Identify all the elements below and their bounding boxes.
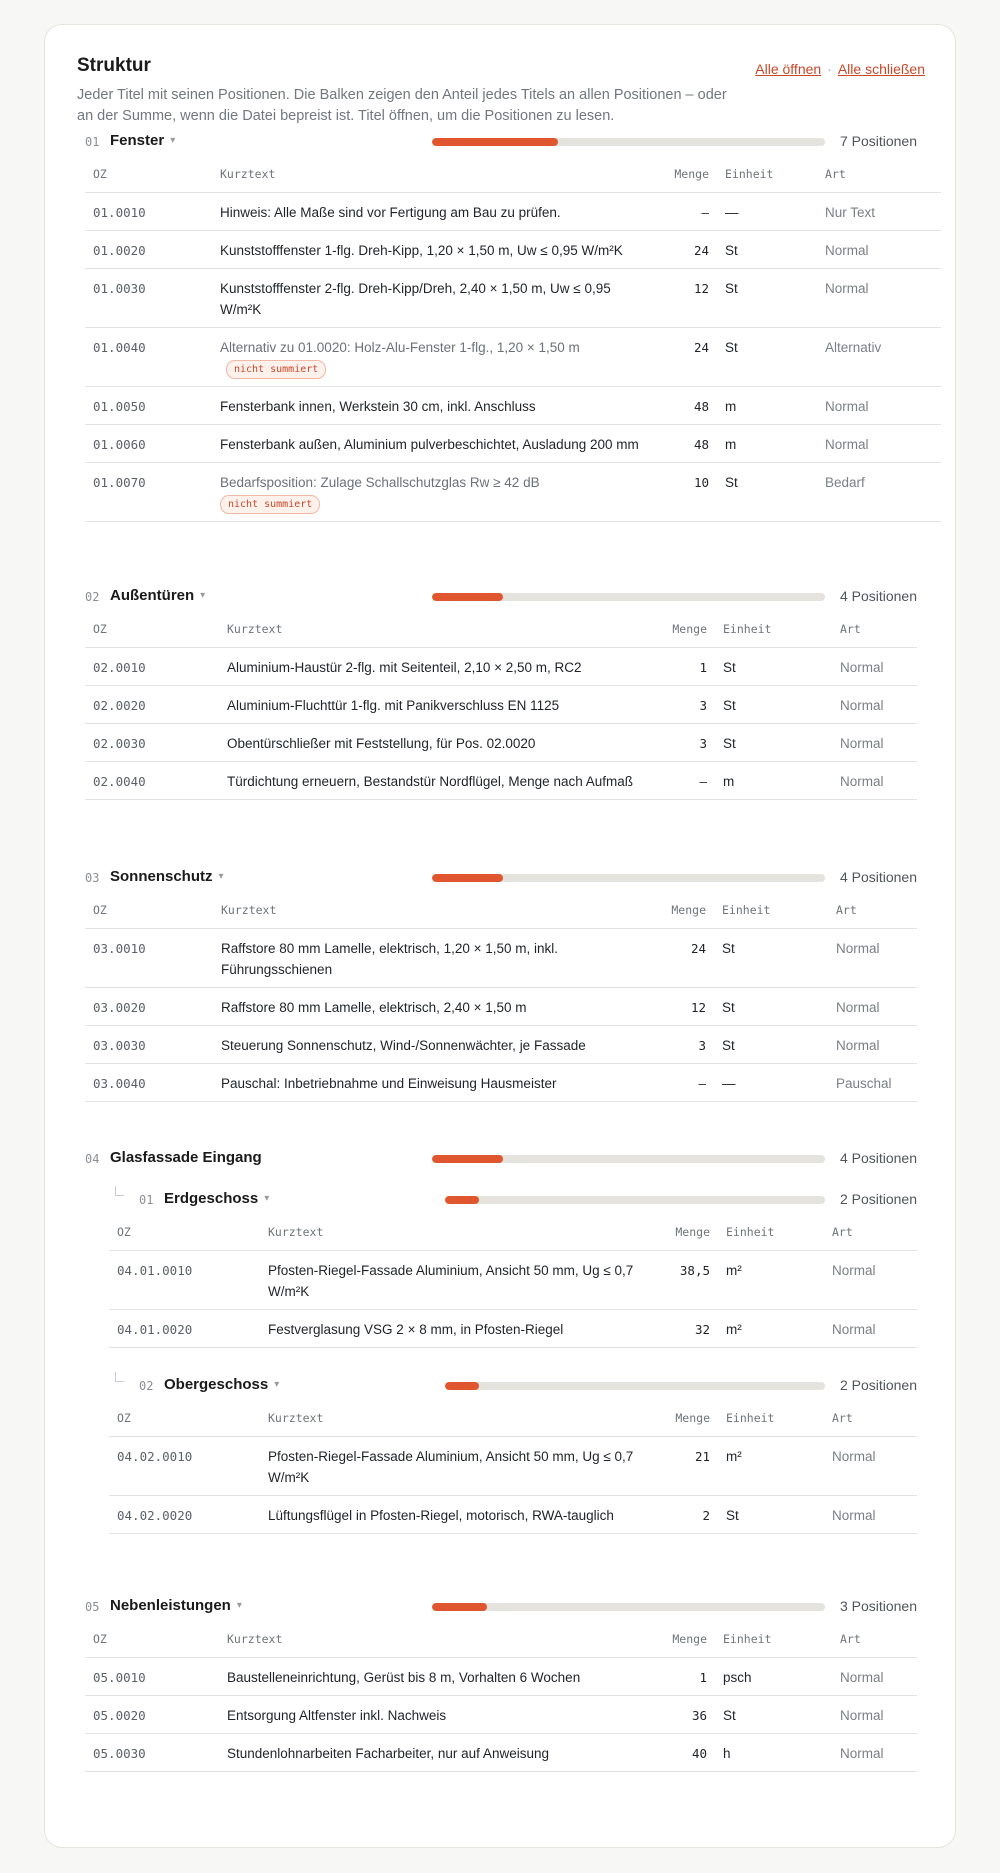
expand-controls	[755, 61, 925, 77]
table-row[interactable]	[85, 1657, 917, 1695]
cell-einheit: St	[715, 1695, 832, 1733]
table-header-row	[85, 1621, 917, 1657]
section-header[interactable]	[85, 862, 917, 892]
cell-menge: 1	[654, 1657, 715, 1695]
cell-oz: 02.0020	[85, 685, 219, 723]
cell-kurztext	[260, 1495, 660, 1533]
share-bar-fill	[432, 593, 503, 601]
cell-oz: 04.01.0010	[109, 1250, 260, 1309]
cell-art: Normal	[832, 761, 917, 799]
cell-einheit: —	[714, 1063, 828, 1101]
column-header-einheit: Einheit	[718, 1400, 824, 1436]
subsection-title[interactable]	[164, 1190, 269, 1207]
table-row[interactable]	[85, 230, 941, 268]
cell-menge: 12	[659, 268, 717, 327]
cell-menge: —	[659, 192, 717, 230]
column-header-menge: Menge	[659, 156, 717, 192]
positions-table	[85, 892, 917, 1102]
cell-art: Normal	[832, 1695, 917, 1733]
cell-einheit: St	[717, 230, 817, 268]
section-04	[85, 1143, 917, 1173]
table-header-row	[85, 892, 917, 928]
table-row[interactable]	[85, 268, 941, 327]
cell-menge: 10	[659, 462, 717, 521]
table-row[interactable]	[85, 685, 917, 723]
column-header-menge: Menge	[656, 892, 714, 928]
table-row[interactable]	[85, 987, 917, 1025]
column-header-menge: Menge	[654, 611, 715, 647]
section-header[interactable]	[85, 1591, 917, 1621]
structure-card	[44, 24, 956, 1848]
section-number: 05	[85, 1600, 100, 1614]
table-row[interactable]	[85, 1695, 917, 1733]
cell-art: Normal	[828, 928, 917, 987]
cell-kurztext	[212, 462, 659, 521]
kurztext-value: Festverglasung VSG 2 × 8 mm, in Pfosten-Riegel	[268, 1321, 564, 1337]
cell-art: Normal	[832, 1657, 917, 1695]
link-separator: ·	[827, 61, 832, 77]
cell-menge: 3	[656, 1025, 714, 1063]
cell-kurztext	[213, 1063, 656, 1101]
cell-oz: 05.0010	[85, 1657, 219, 1695]
position-count: 4 Positionen	[839, 869, 917, 885]
table-header-row	[85, 156, 941, 192]
cell-oz: 01.0060	[85, 424, 212, 462]
table-row[interactable]	[109, 1495, 917, 1533]
cell-art: Normal	[832, 723, 917, 761]
column-header-oz: OZ	[85, 156, 212, 192]
cell-menge: –	[656, 1063, 714, 1101]
cell-kurztext	[260, 1436, 660, 1495]
title-text: Nebenleistungen	[110, 1597, 231, 1614]
cell-kurztext	[219, 685, 654, 723]
table-header-row	[109, 1400, 917, 1436]
share-bar-fill	[432, 1155, 503, 1163]
cell-einheit: St	[717, 327, 817, 386]
cell-einheit: St	[718, 1495, 824, 1533]
cell-kurztext	[219, 761, 654, 799]
column-header-oz: OZ	[85, 611, 219, 647]
page-title: Struktur	[77, 55, 151, 76]
position-count: 4 Positionen	[839, 1150, 917, 1166]
cell-kurztext	[212, 386, 659, 424]
positions-table	[85, 156, 941, 522]
cell-menge: 24	[659, 327, 717, 386]
cell-menge: 38,5	[660, 1250, 718, 1309]
cell-art: Normal	[817, 386, 941, 424]
positions-table	[109, 1214, 917, 1348]
cell-menge: 3	[654, 723, 715, 761]
table-row[interactable]	[85, 1733, 917, 1771]
section-number: 04	[85, 1152, 100, 1166]
section-header[interactable]	[85, 126, 917, 156]
not-summed-badge: nicht summiert	[220, 495, 320, 514]
column-header-kurztext: Kurztext	[212, 156, 659, 192]
table-row[interactable]	[85, 386, 941, 424]
column-header-einheit: Einheit	[718, 1214, 824, 1250]
subsection-04-02	[109, 1370, 917, 1534]
column-header-art: Art	[824, 1400, 917, 1436]
cell-oz: 05.0030	[85, 1733, 219, 1771]
cell-art: Nur Text	[817, 192, 941, 230]
kurztext-value: Kunststofffenster 2-flg. Dreh-Kipp/Dreh, 2,40 × 1,50 m, Uw ≤ 0,95 W/m²K	[220, 280, 611, 317]
table-row[interactable]	[85, 723, 917, 761]
cell-art: Normal	[828, 987, 917, 1025]
page-description: Jeder Titel mit seinen Positionen. Die Balken zeigen den Anteil jedes Titels an allen Positionen – oder an der Summe, wenn die Datei bepreist ist. Titel öffnen, um die Positionen zu lesen.	[77, 87, 727, 124]
positions-table	[85, 1621, 917, 1772]
table-row[interactable]	[85, 647, 917, 685]
share-bar	[432, 1155, 825, 1163]
section-title[interactable]	[110, 1597, 242, 1614]
cell-oz: 03.0020	[85, 987, 213, 1025]
kurztext-value: Entsorgung Altfenster inkl. Nachweis	[227, 1707, 447, 1723]
cell-oz: 02.0040	[85, 761, 219, 799]
kurztext-value: Bedarfsposition: Zulage Schallschutzglas Rw ≥ 42 dB	[220, 474, 540, 490]
column-header-oz: OZ	[109, 1400, 260, 1436]
cell-menge: 21	[660, 1436, 718, 1495]
cell-oz: 03.0040	[85, 1063, 213, 1101]
subsection-04-01	[109, 1184, 917, 1348]
open-all-link[interactable]: Alle öffnen	[755, 61, 822, 77]
cell-oz: 01.0030	[85, 268, 212, 327]
table-header-row	[85, 611, 917, 647]
column-header-menge: Menge	[660, 1214, 718, 1250]
cell-kurztext	[219, 1657, 654, 1695]
title-text: Obergeschoss	[164, 1376, 269, 1393]
cell-art: Normal	[824, 1436, 917, 1495]
kurztext-value: Fensterbank außen, Aluminium pulverbeschichtet, Ausladung 200 mm	[220, 436, 639, 452]
column-header-menge: Menge	[660, 1400, 718, 1436]
section-title[interactable]	[110, 868, 224, 885]
kurztext-value: Hinweis: Alle Maße sind vor Fertigung am Bau zu prüfen.	[220, 204, 561, 220]
title-text: Fenster	[110, 132, 165, 149]
cell-kurztext	[219, 1733, 654, 1771]
tree-branch-line	[115, 1186, 124, 1196]
share-bar-fill	[445, 1196, 479, 1204]
column-header-kurztext: Kurztext	[219, 611, 654, 647]
cell-menge: 12	[656, 987, 714, 1025]
share-bar	[432, 593, 825, 601]
cell-oz: 01.0050	[85, 386, 212, 424]
chevron-down-icon[interactable]: ▾	[274, 1379, 280, 1390]
chevron-down-icon[interactable]: ▾	[264, 1193, 270, 1204]
column-header-kurztext: Kurztext	[260, 1214, 660, 1250]
cell-oz: 03.0030	[85, 1025, 213, 1063]
cell-oz: 02.0010	[85, 647, 219, 685]
share-bar	[445, 1382, 825, 1390]
cell-einheit: St	[715, 647, 832, 685]
table-row[interactable]	[85, 327, 941, 386]
column-header-art: Art	[824, 1214, 917, 1250]
cell-art: Normal	[817, 230, 941, 268]
cell-oz: 04.02.0020	[109, 1495, 260, 1533]
cell-kurztext	[219, 1695, 654, 1733]
cell-kurztext	[219, 723, 654, 761]
kurztext-value: Fensterbank innen, Werkstein 30 cm, inkl. Anschluss	[220, 398, 536, 414]
table-row[interactable]	[109, 1309, 917, 1347]
cell-kurztext	[212, 424, 659, 462]
close-all-link[interactable]: Alle schließen	[837, 61, 925, 77]
cell-art: Bedarf	[817, 462, 941, 521]
cell-oz: 05.0020	[85, 1695, 219, 1733]
cell-kurztext	[260, 1309, 660, 1347]
kurztext-value: Steuerung Sonnenschutz, Wind-/Sonnenwächter, je Fassade	[221, 1037, 586, 1053]
title-text: Erdgeschoss	[164, 1190, 259, 1207]
cell-einheit: m²	[718, 1309, 824, 1347]
column-header-kurztext: Kurztext	[260, 1400, 660, 1436]
cell-kurztext	[213, 928, 656, 987]
section-title[interactable]	[110, 587, 205, 604]
chevron-down-icon[interactable]: ▾	[170, 135, 176, 146]
title-text: Sonnenschutz	[110, 868, 213, 885]
column-header-oz: OZ	[85, 1621, 219, 1657]
cell-einheit: m²	[718, 1436, 824, 1495]
cell-menge: 48	[659, 386, 717, 424]
position-count: 4 Positionen	[839, 588, 917, 604]
cell-einheit: m	[717, 424, 817, 462]
section-header[interactable]	[85, 1143, 917, 1173]
section-number: 01	[85, 135, 100, 149]
share-bar-fill	[432, 1603, 487, 1611]
cell-art: Normal	[824, 1309, 917, 1347]
cell-oz: 01.0020	[85, 230, 212, 268]
subsection-number: 01	[139, 1193, 154, 1207]
cell-kurztext	[213, 1025, 656, 1063]
column-header-art: Art	[828, 892, 917, 928]
cell-einheit: m²	[718, 1250, 824, 1309]
table-row[interactable]	[85, 1025, 917, 1063]
table-row[interactable]	[85, 928, 917, 987]
column-header-einheit: Einheit	[715, 611, 832, 647]
cell-kurztext	[219, 647, 654, 685]
chevron-down-icon[interactable]: ▾	[236, 1600, 242, 1611]
section-number: 02	[85, 590, 100, 604]
position-count: 3 Positionen	[839, 1598, 917, 1614]
share-bar-fill	[432, 138, 558, 146]
table-row[interactable]	[85, 462, 941, 521]
cell-art: Normal	[817, 424, 941, 462]
column-header-einheit: Einheit	[715, 1621, 832, 1657]
cell-oz: 01.0070	[85, 462, 212, 521]
column-header-kurztext: Kurztext	[219, 1621, 654, 1657]
cell-oz: 02.0030	[85, 723, 219, 761]
column-header-menge: Menge	[654, 1621, 715, 1657]
column-header-art: Art	[832, 1621, 917, 1657]
cell-menge: 1	[654, 647, 715, 685]
kurztext-value: Stundenlohnarbeiten Facharbeiter, nur auf Anweisung	[227, 1745, 549, 1761]
kurztext-value: Pfosten-Riegel-Fassade Aluminium, Ansicht 50 mm, Ug ≤ 0,7 W/m²K	[268, 1262, 634, 1299]
cell-menge: 40	[654, 1733, 715, 1771]
section-header[interactable]	[85, 581, 917, 611]
cell-art: Pauschal	[828, 1063, 917, 1101]
kurztext-value: Lüftungsflügel in Pfosten-Riegel, motorisch, RWA-tauglich	[268, 1507, 614, 1523]
column-header-einheit: Einheit	[714, 892, 828, 928]
cell-einheit: h	[715, 1733, 832, 1771]
kurztext-value: Türdichtung erneuern, Bestandstür Nordflügel, Menge nach Aufmaß	[227, 773, 633, 789]
position-count: 2 Positionen	[839, 1191, 917, 1207]
kurztext-value: Pauschal: Inbetriebnahme und Einweisung Hausmeister	[221, 1075, 557, 1091]
cell-kurztext	[212, 192, 659, 230]
column-header-kurztext: Kurztext	[213, 892, 656, 928]
cell-art: Normal	[832, 647, 917, 685]
cell-menge: 36	[654, 1695, 715, 1733]
tree-branch-line	[115, 1372, 124, 1382]
cell-menge: 3	[654, 685, 715, 723]
chevron-down-icon[interactable]: ▾	[200, 590, 206, 601]
cell-einheit: St	[717, 268, 817, 327]
subsection-title[interactable]	[164, 1376, 279, 1393]
kurztext-value: Kunststofffenster 1-flg. Dreh-Kipp, 1,20 × 1,50 m, Uw ≤ 0,95 W/m²K	[220, 242, 623, 258]
share-bar-fill	[445, 1382, 479, 1390]
subsection-header[interactable]	[109, 1184, 917, 1214]
not-summed-badge: nicht summiert	[226, 360, 326, 379]
cell-einheit: m	[715, 761, 832, 799]
column-header-oz: OZ	[109, 1214, 260, 1250]
positions-table	[109, 1400, 917, 1534]
cell-menge: 32	[660, 1309, 718, 1347]
cell-kurztext	[213, 987, 656, 1025]
cell-art: Normal	[824, 1250, 917, 1309]
cell-oz: 01.0040	[85, 327, 212, 386]
section-title[interactable]	[110, 1149, 262, 1166]
kurztext-value: Aluminium-Haustür 2-flg. mit Seitenteil, 2,10 × 2,50 m, RC2	[227, 659, 582, 675]
table-row[interactable]	[109, 1436, 917, 1495]
column-header-art: Art	[817, 156, 941, 192]
cell-art: Normal	[832, 1733, 917, 1771]
column-header-einheit: Einheit	[717, 156, 817, 192]
card-header	[77, 55, 925, 124]
section-title[interactable]	[110, 132, 175, 149]
cell-einheit: St	[715, 723, 832, 761]
kurztext-value: Aluminium-Fluchttür 1-flg. mit Panikverschluss EN 1125	[227, 697, 560, 713]
cell-einheit: St	[714, 1025, 828, 1063]
position-count: 7 Positionen	[839, 133, 917, 149]
kurztext-value: Raffstore 80 mm Lamelle, elektrisch, 1,20 × 1,50 m, inkl. Führungsschienen	[221, 940, 559, 977]
share-bar-fill	[432, 874, 503, 882]
cell-einheit: m	[717, 386, 817, 424]
subsection-number: 02	[139, 1379, 154, 1393]
cell-einheit: St	[714, 928, 828, 987]
cell-menge: 2	[660, 1495, 718, 1533]
section-01	[85, 126, 917, 522]
share-bar	[432, 138, 825, 146]
chevron-down-icon[interactable]: ▾	[218, 871, 224, 882]
section-05	[85, 1591, 917, 1772]
cell-menge: 24	[656, 928, 714, 987]
cell-art: Normal	[824, 1495, 917, 1533]
positions-table	[85, 611, 917, 800]
share-bar	[445, 1196, 825, 1204]
cell-einheit: psch	[715, 1657, 832, 1695]
kurztext-value: Raffstore 80 mm Lamelle, elektrisch, 2,40 × 1,50 m	[221, 999, 527, 1015]
title-text: Außentüren	[110, 587, 195, 604]
table-row[interactable]	[85, 761, 917, 799]
cell-kurztext	[212, 327, 659, 386]
cell-art: Normal	[828, 1025, 917, 1063]
cell-menge: –	[654, 761, 715, 799]
cell-art: Normal	[817, 268, 941, 327]
column-header-oz: OZ	[85, 892, 213, 928]
cell-kurztext	[212, 268, 659, 327]
table-row[interactable]	[85, 424, 941, 462]
subsection-header[interactable]	[109, 1370, 917, 1400]
table-header-row	[109, 1214, 917, 1250]
section-number: 03	[85, 871, 100, 885]
table-row[interactable]	[85, 192, 941, 230]
kurztext-value: Baustelleneinrichtung, Gerüst bis 8 m, Vorhalten 6 Wochen	[227, 1669, 581, 1685]
position-count: 2 Positionen	[839, 1377, 917, 1393]
cell-einheit: St	[715, 685, 832, 723]
section-03	[85, 862, 917, 1102]
cell-einheit: St	[717, 462, 817, 521]
cell-menge: 48	[659, 424, 717, 462]
cell-kurztext	[260, 1250, 660, 1309]
cell-kurztext	[212, 230, 659, 268]
cell-art: Alternativ	[817, 327, 941, 386]
cell-oz: 01.0010	[85, 192, 212, 230]
cell-oz: 04.02.0010	[109, 1436, 260, 1495]
share-bar	[432, 1603, 825, 1611]
kurztext-value: Alternativ zu 01.0020: Holz-Alu-Fenster 1-flg., 1,20 × 1,50 m	[220, 339, 580, 355]
section-02	[85, 581, 917, 800]
table-row[interactable]	[109, 1250, 917, 1309]
cell-oz: 03.0010	[85, 928, 213, 987]
cell-einheit: —	[717, 192, 817, 230]
cell-art: Normal	[832, 685, 917, 723]
cell-einheit: St	[714, 987, 828, 1025]
kurztext-value: Obentürschließer mit Feststellung, für Pos. 02.0020	[227, 735, 536, 751]
title-text: Glasfassade Eingang	[110, 1149, 262, 1166]
cell-oz: 04.01.0020	[109, 1309, 260, 1347]
share-bar	[432, 874, 825, 882]
table-row[interactable]	[85, 1063, 917, 1101]
column-header-art: Art	[832, 611, 917, 647]
cell-menge: 24	[659, 230, 717, 268]
kurztext-value: Pfosten-Riegel-Fassade Aluminium, Ansicht 50 mm, Ug ≤ 0,7 W/m²K	[268, 1448, 634, 1485]
